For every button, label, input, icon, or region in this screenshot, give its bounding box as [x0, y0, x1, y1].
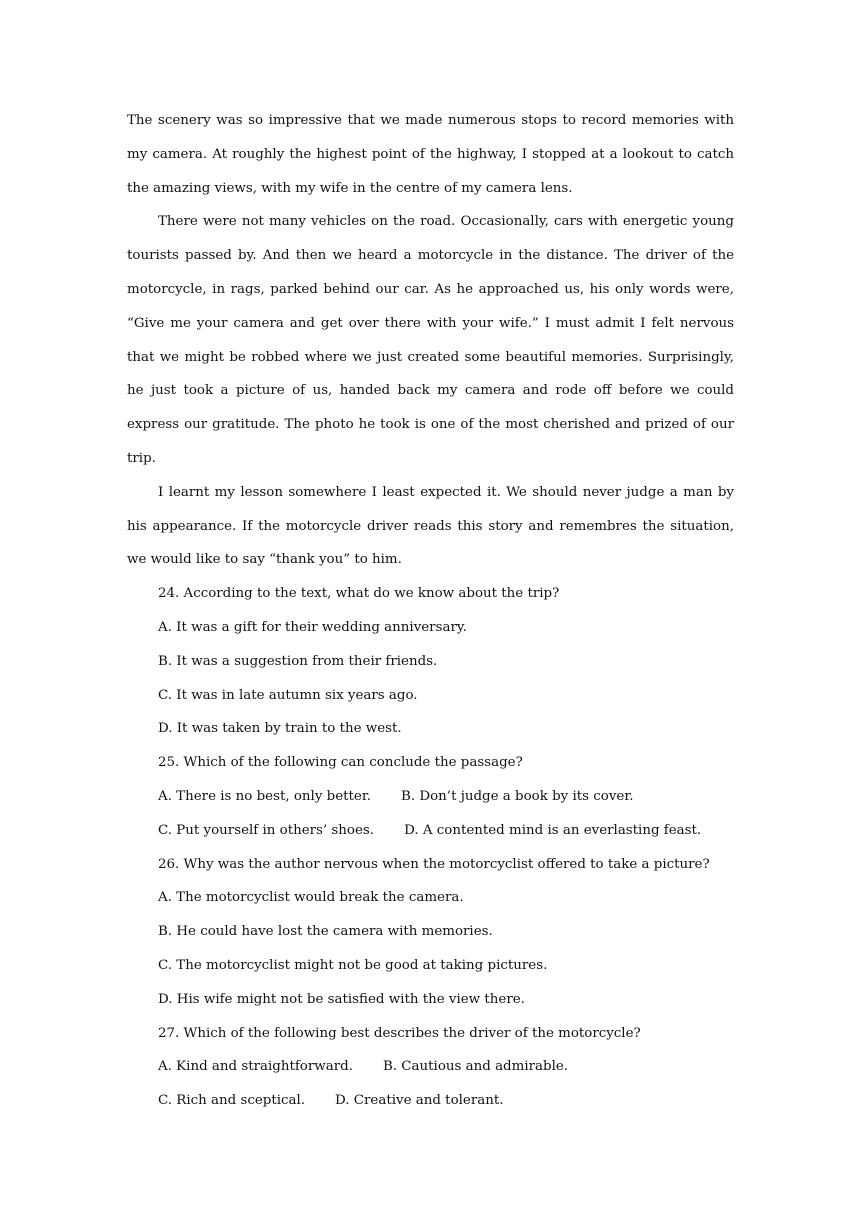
question-26-stem: 26. Why was the author nervous when the motorcyclist offered to take a picture? [158, 856, 710, 872]
document-page [127, 104, 734, 1118]
question-25-option-b: B. Don’t judge a book by its cover. [401, 788, 634, 804]
question-26 [127, 848, 734, 1017]
question-27-options-row-1 [127, 1050, 734, 1084]
question-25-options-row-2 [127, 814, 734, 848]
question-27-option-c: C. Rich and sceptical. [158, 1093, 306, 1109]
question-26-option-b: B. He could have lost the camera with memories. [158, 924, 493, 940]
question-27-stem: 27. Which of the following best describes the driver of the motorcycle? [158, 1025, 641, 1041]
question-24-option-c: C. It was in late autumn six years ago. [158, 687, 418, 703]
question-24 [127, 577, 734, 746]
question-26-option-a: A. The motorcyclist would break the camera. [158, 890, 464, 906]
question-26-option-d: D. His wife might not be satisfied with the view there. [158, 991, 525, 1007]
question-27-options-row-2 [127, 1084, 734, 1118]
question-24-option-b: B. It was a suggestion from their friends. [158, 653, 438, 669]
passage-paragraph-2: There were not many vehicles on the road. Occasionally, cars with energetic young tourists passed by. And then we heard a motorcycle in the distance. The driver of the motorcycle, in rags, parked behind our car. As he approached us, his only words were, “Give me your camera and get over there with your wife.” I must admit I felt nervous that we might be robbed where we just created some beautiful memories. Surprisingly, he just took a picture of us, handed back my camera and rode off before we could express our gratitude. The photo he took is one of the most cherished and prized of our trip. [127, 214, 734, 466]
question-26-option-c: C. The motorcyclist might not be good at taking pictures. [158, 957, 548, 973]
question-25-option-a: A. There is no best, only better. [158, 788, 372, 804]
question-27-option-a: A. Kind and straightforward. [158, 1059, 353, 1075]
question-25-option-c: C. Put yourself in others’ shoes. [158, 822, 375, 838]
question-25-options-row-1 [127, 780, 734, 814]
question-25 [127, 746, 734, 847]
question-25-option-d: D. A contented mind is an everlasting feast. [404, 822, 702, 838]
question-27-option-d: D. Creative and tolerant. [335, 1093, 504, 1109]
question-25-stem: 25. Which of the following can conclude the passage? [158, 755, 523, 771]
question-27 [127, 1017, 734, 1118]
passage-paragraph-1: The scenery was so impressive that we made numerous stops to record memories with my camera. At roughly the highest point of the highway, I stopped at a lookout to catch the amazing views, with my wife in the centre of my camera lens. [127, 113, 734, 196]
question-24-stem: 24. According to the text, what do we know about the trip? [158, 586, 560, 602]
passage-paragraph-3: I learnt my lesson somewhere I least expected it. We should never judge a man by his appearance. If the motorcycle driver reads this story and remembres the situation, we would like to say “thank you” to him. [127, 484, 734, 568]
question-24-option-d: D. It was taken by train to the west. [158, 721, 402, 737]
question-27-option-b: B. Cautious and admirable. [382, 1059, 569, 1075]
question-24-option-a: A. It was a gift for their wedding anniversary. [158, 619, 467, 635]
